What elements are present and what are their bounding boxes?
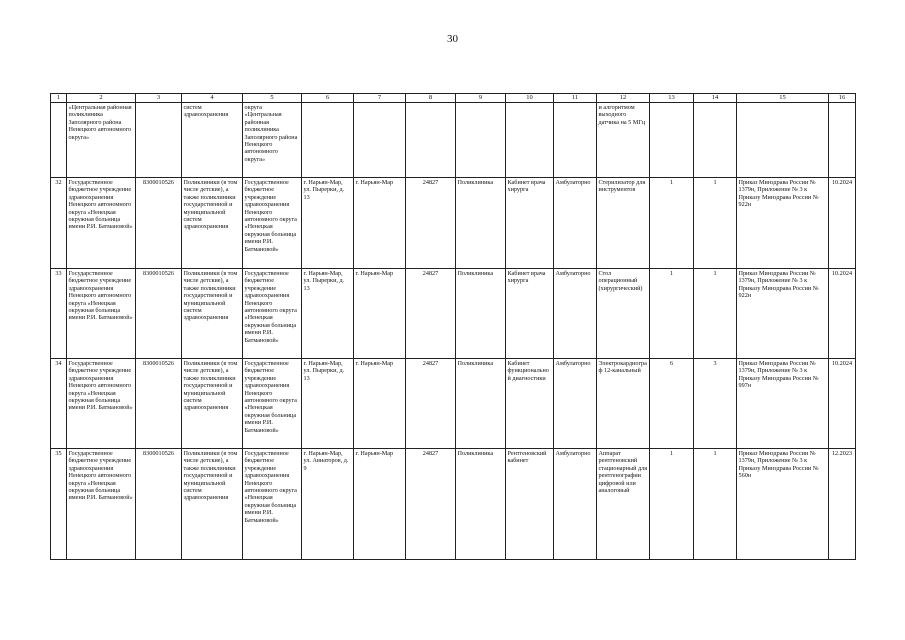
col-header: 5 bbox=[243, 94, 302, 103]
col-header: 1 bbox=[51, 94, 67, 103]
col-header: 10 bbox=[506, 94, 554, 103]
cell-inn: 8300010526 bbox=[136, 269, 182, 359]
cell-code: 24827 bbox=[406, 449, 456, 560]
table-row bbox=[51, 178, 856, 269]
cell-quantity-required: 1 bbox=[650, 269, 694, 359]
cell-quantity-present: 1 bbox=[694, 269, 737, 359]
cell-unit-type: Поликлиника bbox=[456, 178, 506, 269]
cell-category: Поликлиники (в том числе детские), а также поликлиники государственной и муниципальной систем здравоохранения bbox=[182, 269, 243, 359]
cell-organization-name: Государственное бюджетное учреждение здравоохранения Ненецкого автономного округа «Ненецкая окружная больница имени Р.И. Батмановой» bbox=[67, 449, 136, 560]
table-row bbox=[51, 359, 856, 449]
col-header: 16 bbox=[829, 94, 856, 103]
cell-organization-name: Государственное бюджетное учреждение здравоохранения Ненецкого автономного округа «Ненецкая окружная больница имени Р.И. Батмановой» bbox=[67, 178, 136, 269]
cell-legal-entity: округа «Центральная районная поликлиника Заполярного района Ненецкого автономного округа» bbox=[243, 103, 302, 178]
cell-code bbox=[406, 103, 456, 178]
cell-equipment-name: Стол операционный (хирургический) bbox=[597, 269, 650, 359]
cell-code: 24827 bbox=[406, 178, 456, 269]
cell-row-number: 34 bbox=[51, 359, 67, 449]
cell-regulation: Приказ Минздрава России № 1379н, Приложение № 3 к Приказу Минздрава России № 560н bbox=[737, 449, 829, 560]
cell-department: Кабинет функциональной диагностики bbox=[506, 359, 554, 449]
cell-quantity-required: 1 bbox=[650, 449, 694, 560]
cell-quantity-required bbox=[650, 103, 694, 178]
cell-unit-type: Поликлиника bbox=[456, 359, 506, 449]
cell-locality: г. Нарьян-Мар bbox=[354, 178, 406, 269]
cell-quantity-present: 1 bbox=[694, 178, 737, 269]
table-row bbox=[51, 449, 856, 560]
cell-category: Поликлиники (в том числе детские), а также поликлиники государственной и муниципальной систем здравоохранения bbox=[182, 449, 243, 560]
cell-equipment-name: Аппарат рентгеновский стационарный для рентгенографии цифровой или аналоговый bbox=[597, 449, 650, 560]
cell-care-form: Амбулаторно bbox=[554, 449, 597, 560]
cell-care-form: Амбулаторно bbox=[554, 178, 597, 269]
cell-category: Поликлиники (в том числе детские), а также поликлиники государственной и муниципальной систем здравоохранения bbox=[182, 178, 243, 269]
cell-unit-type bbox=[456, 103, 506, 178]
cell-department bbox=[506, 103, 554, 178]
cell-quantity-required: 6 bbox=[650, 359, 694, 449]
table-row bbox=[51, 269, 856, 359]
column-number-row bbox=[51, 94, 856, 103]
cell-row-number: 35 bbox=[51, 449, 67, 560]
cell-care-form: Амбулаторно bbox=[554, 269, 597, 359]
col-header: 13 bbox=[650, 94, 694, 103]
cell-unit-type: Поликлиника bbox=[456, 269, 506, 359]
cell-code: 24827 bbox=[406, 269, 456, 359]
cell-due-date: 12.2023 bbox=[829, 449, 856, 560]
cell-locality bbox=[354, 103, 406, 178]
cell-code: 24827 bbox=[406, 359, 456, 449]
cell-organization-name: «Центральная районная поликлиника Заполярного района Ненецкого автономного округа» bbox=[67, 103, 136, 178]
cell-row-number: 33 bbox=[51, 269, 67, 359]
col-header: 7 bbox=[354, 94, 406, 103]
table-row bbox=[51, 103, 856, 178]
col-header: 8 bbox=[406, 94, 456, 103]
cell-category: Поликлиники (в том числе детские), а также поликлиники государственной и муниципальной систем здравоохранения bbox=[182, 359, 243, 449]
cell-unit-type: Поликлиника bbox=[456, 449, 506, 560]
cell-regulation: Приказ Минздрава России № 1379н, Приложение № 3 к Приказу Минздрава России № 997н bbox=[737, 359, 829, 449]
cell-care-form bbox=[554, 103, 597, 178]
col-header: 11 bbox=[554, 94, 597, 103]
cell-address: г. Нарьян-Мар, ул. Авиаторов, д. 9 bbox=[302, 449, 354, 560]
cell-due-date: 10.2024 bbox=[829, 269, 856, 359]
cell-category: систем здравоохранения bbox=[182, 103, 243, 178]
col-header: 6 bbox=[302, 94, 354, 103]
cell-organization-name: Государственное бюджетное учреждение здравоохранения Ненецкого автономного округа «Ненецкая окружная больница имени Р.И. Батмановой» bbox=[67, 359, 136, 449]
cell-regulation: Приказ Минздрава России № 1379н, Приложение № 3 к Приказу Минздрава России № 922н bbox=[737, 269, 829, 359]
cell-locality: г. Нарьян-Мар bbox=[354, 449, 406, 560]
cell-locality: г. Нарьян-Мар bbox=[354, 359, 406, 449]
cell-department: Кабинет врача хирурга bbox=[506, 269, 554, 359]
cell-inn: 8300010526 bbox=[136, 178, 182, 269]
page-number: 30 bbox=[447, 33, 458, 45]
cell-quantity-present: 3 bbox=[694, 359, 737, 449]
cell-regulation bbox=[737, 103, 829, 178]
cell-due-date bbox=[829, 103, 856, 178]
cell-address bbox=[302, 103, 354, 178]
cell-legal-entity: Государственное бюджетное учреждение здравоохранения Ненецкого автономного округа «Ненецкая окружная больница имени Р.И. Батмановой» bbox=[243, 269, 302, 359]
cell-equipment-name: и алгоритмом выходного датчика на 5 МГц bbox=[597, 103, 650, 178]
cell-department: Рентгеновский кабинет bbox=[506, 449, 554, 560]
cell-legal-entity: Государственное бюджетное учреждение здравоохранения Ненецкого автономного округа «Ненецкая окружная больница имени Р.И. Батмановой» bbox=[243, 178, 302, 269]
cell-locality: г. Нарьян-Мар bbox=[354, 269, 406, 359]
col-header: 12 bbox=[597, 94, 650, 103]
col-header: 15 bbox=[737, 94, 829, 103]
cell-equipment-name: Электрокардиограф 12-канальный bbox=[597, 359, 650, 449]
cell-due-date: 10.2024 bbox=[829, 178, 856, 269]
cell-legal-entity: Государственное бюджетное учреждение здравоохранения Ненецкого автономного округа «Ненецкая окружная больница имени Р.И. Батмановой» bbox=[243, 449, 302, 560]
equipment-table bbox=[50, 93, 856, 560]
cell-quantity-present: 1 bbox=[694, 449, 737, 560]
cell-quantity-required: 1 bbox=[650, 178, 694, 269]
cell-address: г. Нарьян-Мар, ул. Пырерки, д. 13 bbox=[302, 269, 354, 359]
cell-department: Кабинет врача хирурга bbox=[506, 178, 554, 269]
cell-equipment-name: Стерилизатор для инструментов bbox=[597, 178, 650, 269]
cell-inn: 8300010526 bbox=[136, 449, 182, 560]
cell-organization-name: Государственное бюджетное учреждение здравоохранения Ненецкого автономного округа «Ненецкая окружная больница имени Р.И. Батмановой» bbox=[67, 269, 136, 359]
cell-quantity-present bbox=[694, 103, 737, 178]
cell-legal-entity: Государственное бюджетное учреждение здравоохранения Ненецкого автономного округа «Ненецкая окружная больница имени Р.И. Батмановой» bbox=[243, 359, 302, 449]
cell-care-form: Амбулаторно bbox=[554, 359, 597, 449]
cell-due-date: 10.2024 bbox=[829, 359, 856, 449]
col-header: 4 bbox=[182, 94, 243, 103]
col-header: 9 bbox=[456, 94, 506, 103]
col-header: 14 bbox=[694, 94, 737, 103]
cell-address: г. Нарьян-Мар, ул. Пырерки, д. 13 bbox=[302, 359, 354, 449]
cell-address: г. Нарьян-Мар, ул. Пырерки, д. 13 bbox=[302, 178, 354, 269]
cell-inn: 8300010526 bbox=[136, 359, 182, 449]
cell-regulation: Приказ Минздрава России № 1379н, Приложение № 3 к Приказу Минздрава России № 922н bbox=[737, 178, 829, 269]
col-header: 2 bbox=[67, 94, 136, 103]
cell-row-number: 32 bbox=[51, 178, 67, 269]
cell-row-number bbox=[51, 103, 67, 178]
cell-inn bbox=[136, 103, 182, 178]
col-header: 3 bbox=[136, 94, 182, 103]
table-body bbox=[51, 94, 856, 560]
